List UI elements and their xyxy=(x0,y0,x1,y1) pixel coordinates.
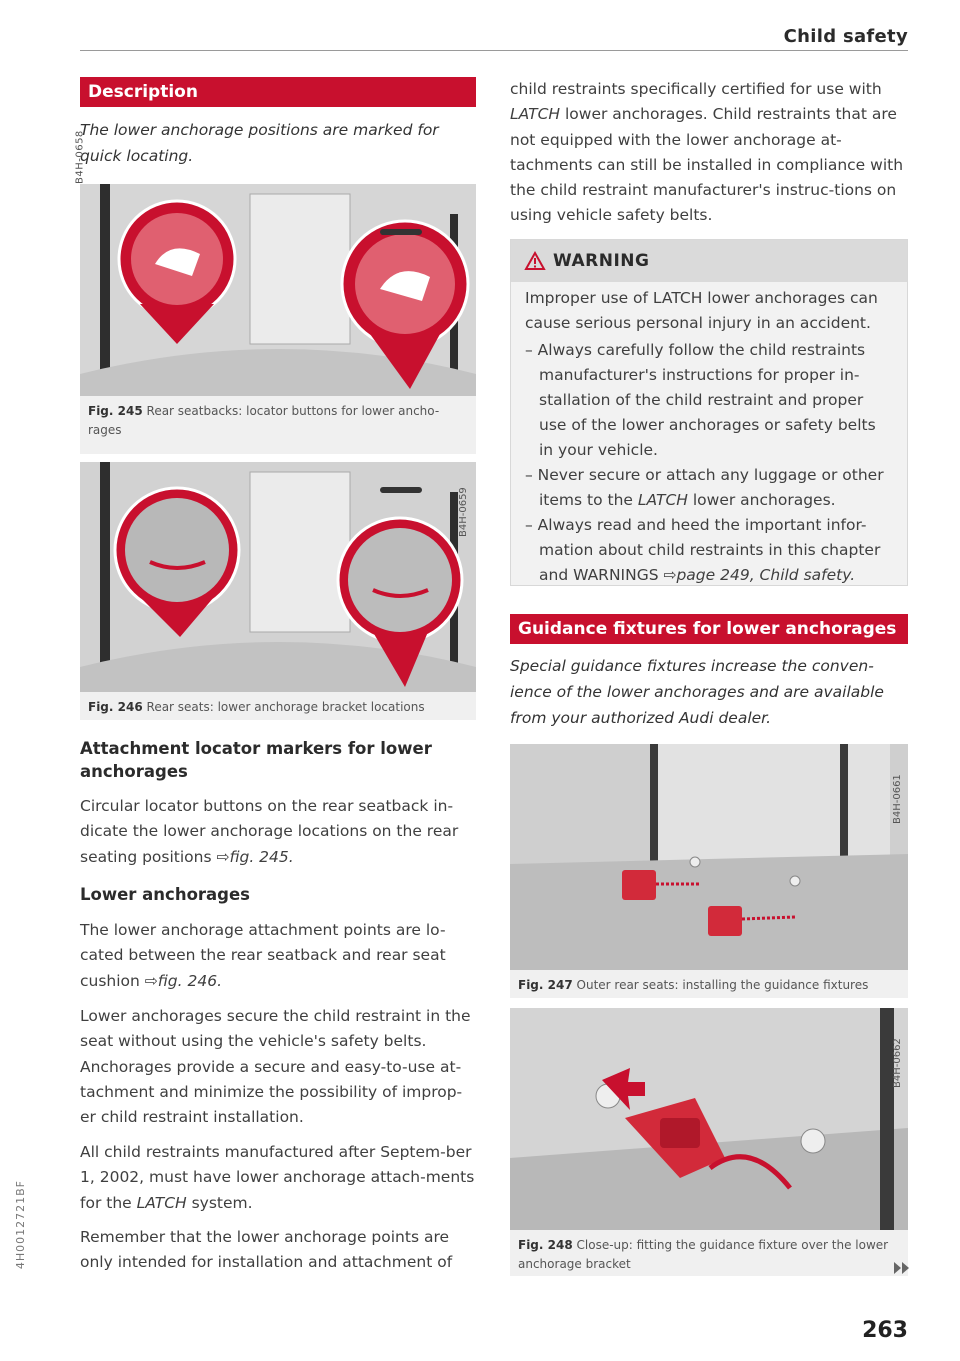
section-title-description: Description xyxy=(80,77,476,107)
latch-term: LATCH xyxy=(136,1193,187,1212)
continue-arrow-icon xyxy=(894,1262,910,1277)
warning-triangle-icon xyxy=(525,252,545,270)
page-249-link[interactable]: ⇨page 249, Child safety. xyxy=(663,566,856,584)
paragraph-latch xyxy=(80,1140,476,1216)
figure-245-code: B4H-0658 xyxy=(74,130,86,184)
intro-text: The lower anchorage positions are marked for quick locating. xyxy=(80,121,439,165)
paragraph-lower-anchorages xyxy=(80,918,476,994)
figure-248-code: B4H-0662 xyxy=(892,1038,903,1088)
figure-245-label: Fig. 245 xyxy=(88,404,143,418)
paragraph-latch-end: system. xyxy=(186,1193,253,1212)
warning-bullet-2-text: – Never secure or attach any luggage or other items to the xyxy=(525,466,884,509)
latch-term-2: LATCH xyxy=(510,105,561,124)
paragraph-locator-text: Circular locator buttons on the rear seatback in-dicate the lower anchorage locations on the rear seating positions xyxy=(80,797,459,866)
figure-246-caption xyxy=(80,692,476,720)
heading-attachment-locator: Attachment locator markers for lower anchorages xyxy=(80,739,432,781)
warning-bullet-3 xyxy=(525,513,893,588)
paragraph-lower-anchorages-text: The lower anchorage attachment points are lo-cated between the rear seatback and rear seat cushion xyxy=(80,921,446,990)
figure-248-caption-text: Close-up: fitting the guidance fixture over the lower anchorage bracket xyxy=(518,1238,889,1271)
figure-247-caption-text: Outer rear seats: installing the guidance fixtures xyxy=(576,978,869,992)
heading-lower-anchorages: Lower anchorages xyxy=(80,885,251,904)
warning-intro: Improper use of LATCH lower anchorages can cause serious personal injury in an accident. xyxy=(525,289,878,332)
warning-bullet-1: – Always carefully follow the child restraints manufacturer's instructions for proper in-stallation of the child restraint and proper use of the lower anchorages or safety belts in your vehicle. xyxy=(525,341,876,459)
figure-247-image xyxy=(510,744,908,970)
figure-248-caption xyxy=(510,1230,908,1276)
figure-247-caption xyxy=(510,970,908,998)
section-title-guidance: Guidance fixtures for lower anchorages xyxy=(510,614,908,644)
figure-246-caption-text: Rear seats: lower anchorage bracket locations xyxy=(146,700,425,714)
paragraph-continued-end: lower anchorages. Child restraints that are not equipped with the lower anchorage at-tachments can still be installed in compliance with the child restraint manufacturer's instruc-tions on using vehicle safety belts. xyxy=(510,105,904,225)
warning-bullet-2 xyxy=(525,463,893,513)
guidance-intro: Special guidance fixtures increase the conven-ience of the lower anchorages and are available from your authorized Audi dealer. xyxy=(510,657,884,727)
figure-248-label: Fig. 248 xyxy=(518,1238,573,1252)
warning-box xyxy=(510,239,908,586)
warning-bullet-2-end: lower anchorages. xyxy=(687,491,836,509)
page-number: 263 xyxy=(862,1318,908,1343)
header-rule xyxy=(80,50,908,51)
warning-bullet-3-text: – Always read and heed the important infor-mation about child restraints in this chapter and WARNINGS xyxy=(525,516,881,584)
side-code: 4H0012721BF xyxy=(14,1180,27,1270)
paragraph-continued xyxy=(510,77,908,229)
fig-245-link[interactable]: ⇨fig. 245. xyxy=(216,847,294,866)
fig-246-link[interactable]: ⇨fig. 246. xyxy=(144,971,223,990)
warning-header xyxy=(511,240,907,282)
running-head: Child safety xyxy=(783,26,908,47)
figure-246-label: Fig. 246 xyxy=(88,700,143,714)
figure-247-code: B4H-0661 xyxy=(892,774,903,824)
paragraph-locator xyxy=(80,794,476,870)
figure-247-label: Fig. 247 xyxy=(518,978,573,992)
figure-246-image xyxy=(80,462,476,692)
paragraph-latch-text: All child restraints manufactured after Septem-ber 1, 2002, must have lower anchorage attach-ments for the xyxy=(80,1143,475,1212)
latch-term-3: LATCH xyxy=(637,491,688,509)
paragraph-continued-start: child restraints specifically certified for use with xyxy=(510,80,882,98)
paragraph-remember: Remember that the lower anchorage points are only intended for installation and attachment of xyxy=(80,1228,453,1272)
figure-248-image xyxy=(510,1008,908,1230)
paragraph-secure: Lower anchorages secure the child restraint in the seat without using the vehicle's safety belts. Anchorages provide a secure and easy-to-use at-tachment and minimize the possibility of improp-er child restraint installation. xyxy=(80,1007,471,1127)
figure-245-caption xyxy=(80,396,476,454)
figure-246-code: B4H-0659 xyxy=(458,487,469,537)
warning-title: WARNING xyxy=(553,251,650,271)
figure-245-caption-text: Rear seatbacks: locator buttons for lower ancho-rages xyxy=(88,404,440,437)
